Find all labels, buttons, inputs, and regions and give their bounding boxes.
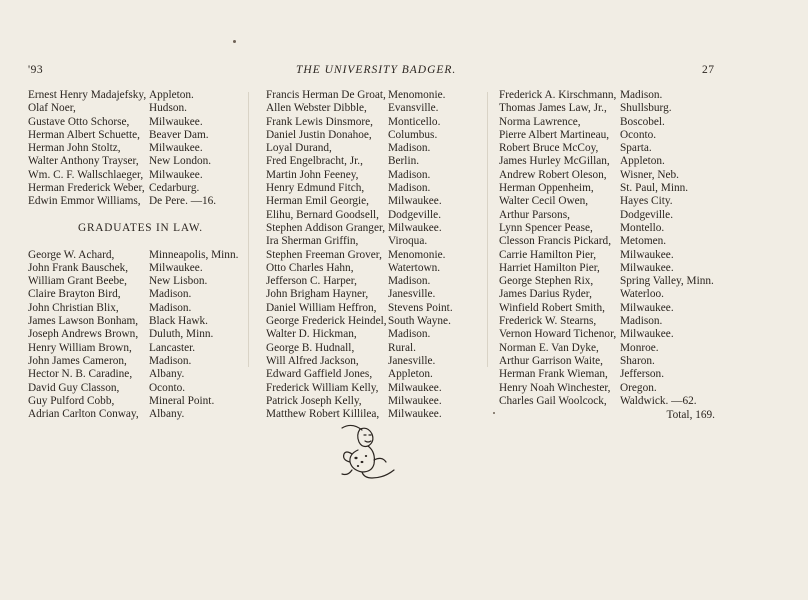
hometown: Milwaukee. <box>149 168 203 181</box>
hometown: Milwaukee. <box>388 408 442 421</box>
hometown: Sharon. <box>620 354 655 367</box>
student-name: Patrick Joseph Kelly, <box>266 394 362 407</box>
hometown: Metomen. <box>620 235 667 248</box>
hometown: Menomonie. <box>388 248 446 261</box>
student-name: Herman Oppenheim, <box>499 182 594 195</box>
spacer <box>28 235 238 248</box>
hometown: Madison. <box>620 315 663 328</box>
section-heading: GRADUATES IN LAW. <box>78 221 203 234</box>
student-name: Frederick William Kelly, <box>266 381 379 394</box>
student-name: Norman E. Van Dyke, <box>499 341 599 354</box>
list-item <box>499 116 715 129</box>
student-name: Harriet Hamilton Pier, <box>499 261 600 274</box>
list-item <box>28 102 238 115</box>
student-name: David Guy Classon, <box>28 381 120 394</box>
hometown: Monroe. <box>620 341 659 354</box>
list-item <box>499 382 715 395</box>
student-name: Elihu, Bernard Goodsell, <box>266 208 379 221</box>
student-name: Walter Cecil Owen, <box>499 195 589 208</box>
hometown: Madison. <box>388 275 431 288</box>
hometown: Viroqua. <box>388 235 428 248</box>
hometown: Waldwick. —62. <box>620 394 697 407</box>
student-name: Stephen Freeman Grover, <box>266 248 382 261</box>
hometown: Evansville. <box>388 102 439 115</box>
list-item <box>266 315 453 328</box>
student-name: Loyal Durand, <box>266 142 332 155</box>
hometown: Minneapolis, Minn. <box>149 248 239 261</box>
list-item <box>499 249 715 262</box>
column-divider <box>248 92 249 367</box>
hometown: Milwaukee. <box>620 301 674 314</box>
list-item <box>266 262 453 275</box>
list-item <box>499 89 715 102</box>
hometown: Hudson. <box>149 102 187 115</box>
student-name: John James Cameron, <box>28 354 127 367</box>
hometown: Sparta. <box>620 142 652 155</box>
hometown: New London. <box>149 155 212 168</box>
list-item <box>28 169 238 182</box>
list-item <box>266 328 453 341</box>
student-name: Fred Engelbracht, Jr., <box>266 155 363 168</box>
total-count: Total, 169. <box>666 409 715 422</box>
hometown: Waterloo. <box>620 288 664 301</box>
list-item <box>28 155 238 168</box>
list-item <box>266 368 453 381</box>
list-item <box>499 155 715 168</box>
hometown: Oconto. <box>620 128 657 141</box>
hometown: Columbus. <box>388 128 438 141</box>
student-name: Henry William Brown, <box>28 341 132 354</box>
hometown: Appleton. <box>149 89 194 101</box>
list-item <box>499 129 715 142</box>
student-name: George Stephen Rix, <box>499 275 594 288</box>
hometown: Madison. <box>388 328 431 341</box>
list-item <box>266 222 453 235</box>
hometown: Wisner, Neb. <box>620 168 680 181</box>
page-title: THE UNIVERSITY BADGER. <box>296 64 457 76</box>
list-item <box>28 355 238 368</box>
student-name: Edwin Emmor Williams, <box>28 195 141 208</box>
student-name: Norma Lawrence, <box>499 115 581 128</box>
student-name: Allen Webster Dibble, <box>266 102 367 115</box>
hometown: Albany. <box>149 408 185 421</box>
list-item <box>28 262 238 275</box>
column-divider <box>487 92 488 367</box>
student-name: Edward Gaffield Jones, <box>266 368 373 381</box>
student-name: Herman John Stoltz, <box>28 142 121 155</box>
hometown: Stevens Point. <box>388 301 453 314</box>
list-item <box>266 155 453 168</box>
list-item <box>28 342 238 355</box>
hometown: Oconto. <box>149 381 186 394</box>
student-name: Daniel William Heffron, <box>266 301 377 314</box>
student-name: Hector N. B. Caradine, <box>28 368 133 381</box>
hometown: Menomonie. <box>388 89 446 101</box>
ink-speck <box>493 412 495 414</box>
ink-speck <box>233 40 236 43</box>
list-item <box>499 195 715 208</box>
student-name: Wm. C. F. Wallschlaeger, <box>28 168 144 181</box>
list-item <box>28 182 238 195</box>
student-name: Charles Gail Woolcock, <box>499 394 607 407</box>
list-item <box>266 102 453 115</box>
list-item <box>28 328 238 341</box>
hometown: Milwaukee. <box>620 248 674 261</box>
hometown: Milwaukee. <box>388 221 442 234</box>
hometown: Milwaukee. <box>388 394 442 407</box>
list-item <box>499 235 715 248</box>
student-name: James Darius Ryder, <box>499 288 592 301</box>
list-item <box>28 89 238 102</box>
student-name: Martin John Feeney, <box>266 168 359 181</box>
list-item <box>28 116 238 129</box>
hometown: New Lisbon. <box>149 275 208 288</box>
student-name: Gustave Otto Schorse, <box>28 115 130 128</box>
student-name: Ernest Henry Madajefsky, <box>28 89 147 101</box>
list-item <box>499 262 715 275</box>
student-name: Frank Lewis Dinsmore, <box>266 115 373 128</box>
hometown: Cedarburg. <box>149 182 200 195</box>
list-item <box>499 142 715 155</box>
student-name: Francis Herman De Groat, <box>266 89 386 101</box>
student-name: Robert Bruce McCoy, <box>499 142 599 155</box>
hometown: Jefferson. <box>620 368 665 381</box>
student-name: John Brigham Hayner, <box>266 288 369 301</box>
hometown: Duluth, Minn. <box>149 328 214 341</box>
student-name: James Hurley McGillan, <box>499 155 610 168</box>
hometown: Appleton. <box>388 368 433 381</box>
list-item <box>499 355 715 368</box>
column-1 <box>28 89 238 421</box>
list-item <box>28 129 238 142</box>
spacer <box>28 209 238 222</box>
student-name: William Grant Beebe, <box>28 275 127 288</box>
hometown: Janesville. <box>388 288 436 301</box>
list-item <box>28 395 238 408</box>
list-item <box>499 288 715 301</box>
student-name: Lynn Spencer Pease, <box>499 221 593 234</box>
hometown: Hayes City. <box>620 195 673 208</box>
hometown: Dodgeville. <box>620 208 674 221</box>
student-name: Walter D. Hickman, <box>266 328 357 341</box>
student-name: Frederick W. Stearns, <box>499 315 597 328</box>
student-name: Henry Noah Winchester, <box>499 381 611 394</box>
hometown: Madison. <box>388 182 431 195</box>
student-name: Guy Pulford Cobb, <box>28 394 115 407</box>
list-item <box>266 129 453 142</box>
list-item <box>266 395 453 408</box>
list-item <box>28 408 238 421</box>
column-3 <box>499 89 715 422</box>
list-item <box>28 249 238 262</box>
hometown: Madison. <box>149 288 192 301</box>
hometown: Berlin. <box>388 155 420 168</box>
student-name: John Frank Bauschek, <box>28 261 129 274</box>
hometown: Madison. <box>620 89 663 101</box>
student-name: Henry Edmund Fitch, <box>266 182 365 195</box>
list-item <box>266 182 453 195</box>
student-name: Pierre Albert Martineau, <box>499 128 610 141</box>
list-item <box>28 368 238 381</box>
list-item <box>266 342 453 355</box>
list-item <box>266 355 453 368</box>
hometown: St. Paul, Minn. <box>620 182 689 195</box>
hometown: Madison. <box>388 168 431 181</box>
student-name: Otto Charles Hahn, <box>266 261 354 274</box>
page-number-left: '93 <box>28 64 44 76</box>
list-item <box>266 275 453 288</box>
list-item <box>499 275 715 288</box>
student-name: Winfield Robert Smith, <box>499 301 605 314</box>
hometown: Milwaukee. <box>149 261 203 274</box>
hometown: Milwaukee. <box>620 261 674 274</box>
list-item <box>266 249 453 262</box>
student-name: Frederick A. Kirschmann, <box>499 89 617 101</box>
list-item <box>266 382 453 395</box>
hometown: Shullsburg. <box>620 102 672 115</box>
student-name: Vernon Howard Tichenor, <box>499 328 617 341</box>
student-name: George W. Achard, <box>28 248 115 261</box>
hometown: Rural. <box>388 341 416 354</box>
student-name: Arthur Garrison Waite, <box>499 354 603 367</box>
student-name: Herman Frank Wieman, <box>499 368 608 381</box>
hometown: South Wayne. <box>388 315 451 328</box>
list-item <box>266 235 453 248</box>
hometown: Appleton. <box>620 155 665 168</box>
student-name: Thomas James Law, Jr., <box>499 102 607 115</box>
list-item <box>499 328 715 341</box>
student-name: George B. Hudnall, <box>266 341 355 354</box>
list-item <box>266 209 453 222</box>
hometown: Madison. <box>149 354 192 367</box>
hometown: Monticello. <box>388 115 441 128</box>
student-name: Olaf Noer, <box>28 102 76 115</box>
list-item <box>499 182 715 195</box>
list-item <box>28 288 238 301</box>
student-name: Ira Sherman Griffin, <box>266 235 359 248</box>
list-item <box>499 102 715 115</box>
student-name: Andrew Robert Oleson, <box>499 168 607 181</box>
hometown: Oregon. <box>620 381 657 394</box>
list-item <box>266 116 453 129</box>
student-name: Herman Emil Georgie, <box>266 195 370 208</box>
hometown: De Pere. —16. <box>149 195 217 208</box>
hometown: Watertown. <box>388 261 441 274</box>
list-item <box>499 169 715 182</box>
list-item <box>266 195 453 208</box>
hometown: Montello. <box>620 221 665 234</box>
list-item <box>266 89 453 102</box>
list-item <box>499 302 715 315</box>
hometown: Milwaukee. <box>149 115 203 128</box>
list-item <box>266 288 453 301</box>
student-name: Joseph Andrews Brown, <box>28 328 139 341</box>
hometown: Milwaukee. <box>620 328 674 341</box>
list-item <box>499 209 715 222</box>
list-item <box>28 275 238 288</box>
student-name: Herman Albert Schuette, <box>28 128 140 141</box>
list-item <box>499 342 715 355</box>
hometown: Milwaukee. <box>149 142 203 155</box>
list-item <box>499 368 715 381</box>
student-name: Carrie Hamilton Pier, <box>499 248 597 261</box>
hometown: Milwaukee. <box>388 195 442 208</box>
list-item <box>499 395 715 408</box>
student-name: Adrian Carlton Conway, <box>28 408 139 421</box>
hometown: Madison. <box>388 142 431 155</box>
list-item <box>266 142 453 155</box>
student-name: Matthew Robert Killilea, <box>266 408 380 421</box>
student-name: Daniel Justin Donahoe, <box>266 128 372 141</box>
hometown: Spring Valley, Minn. <box>620 275 714 288</box>
student-name: Jefferson C. Harper, <box>266 275 357 288</box>
list-item <box>28 195 238 208</box>
hometown: Beaver Dam. <box>149 128 209 141</box>
hometown: Black Hawk. <box>149 315 208 328</box>
list-item <box>28 382 238 395</box>
student-name: John Christian Blix, <box>28 301 119 314</box>
list-item <box>499 315 715 328</box>
badger-mascot-icon <box>338 420 402 482</box>
hometown: Milwaukee. <box>388 381 442 394</box>
hometown: Mineral Point. <box>149 394 215 407</box>
hometown: Madison. <box>149 301 192 314</box>
student-name: George Frederick Heindel, <box>266 315 387 328</box>
list-item <box>28 315 238 328</box>
student-name: Walter Anthony Trayser, <box>28 155 139 168</box>
list-item <box>266 169 453 182</box>
page-number-right: 27 <box>702 64 715 76</box>
list-item <box>499 222 715 235</box>
hometown: Dodgeville. <box>388 208 442 221</box>
student-name: Herman Frederick Weber, <box>28 182 145 195</box>
hometown: Lancaster. <box>149 341 196 354</box>
column-2 <box>266 89 453 421</box>
hometown: Boscobel. <box>620 115 665 128</box>
list-item <box>28 302 238 315</box>
student-name: Will Alfred Jackson, <box>266 354 359 367</box>
student-name: Stephen Addison Granger, <box>266 221 386 234</box>
hometown: Janesville. <box>388 354 436 367</box>
student-name: Clesson Francis Pickard, <box>499 235 612 248</box>
hometown: Albany. <box>149 368 185 381</box>
student-name: Claire Brayton Bird, <box>28 288 121 301</box>
list-item <box>266 302 453 315</box>
student-name: Arthur Parsons, <box>499 208 570 221</box>
list-item <box>28 142 238 155</box>
student-name: James Lawson Bonham, <box>28 315 139 328</box>
